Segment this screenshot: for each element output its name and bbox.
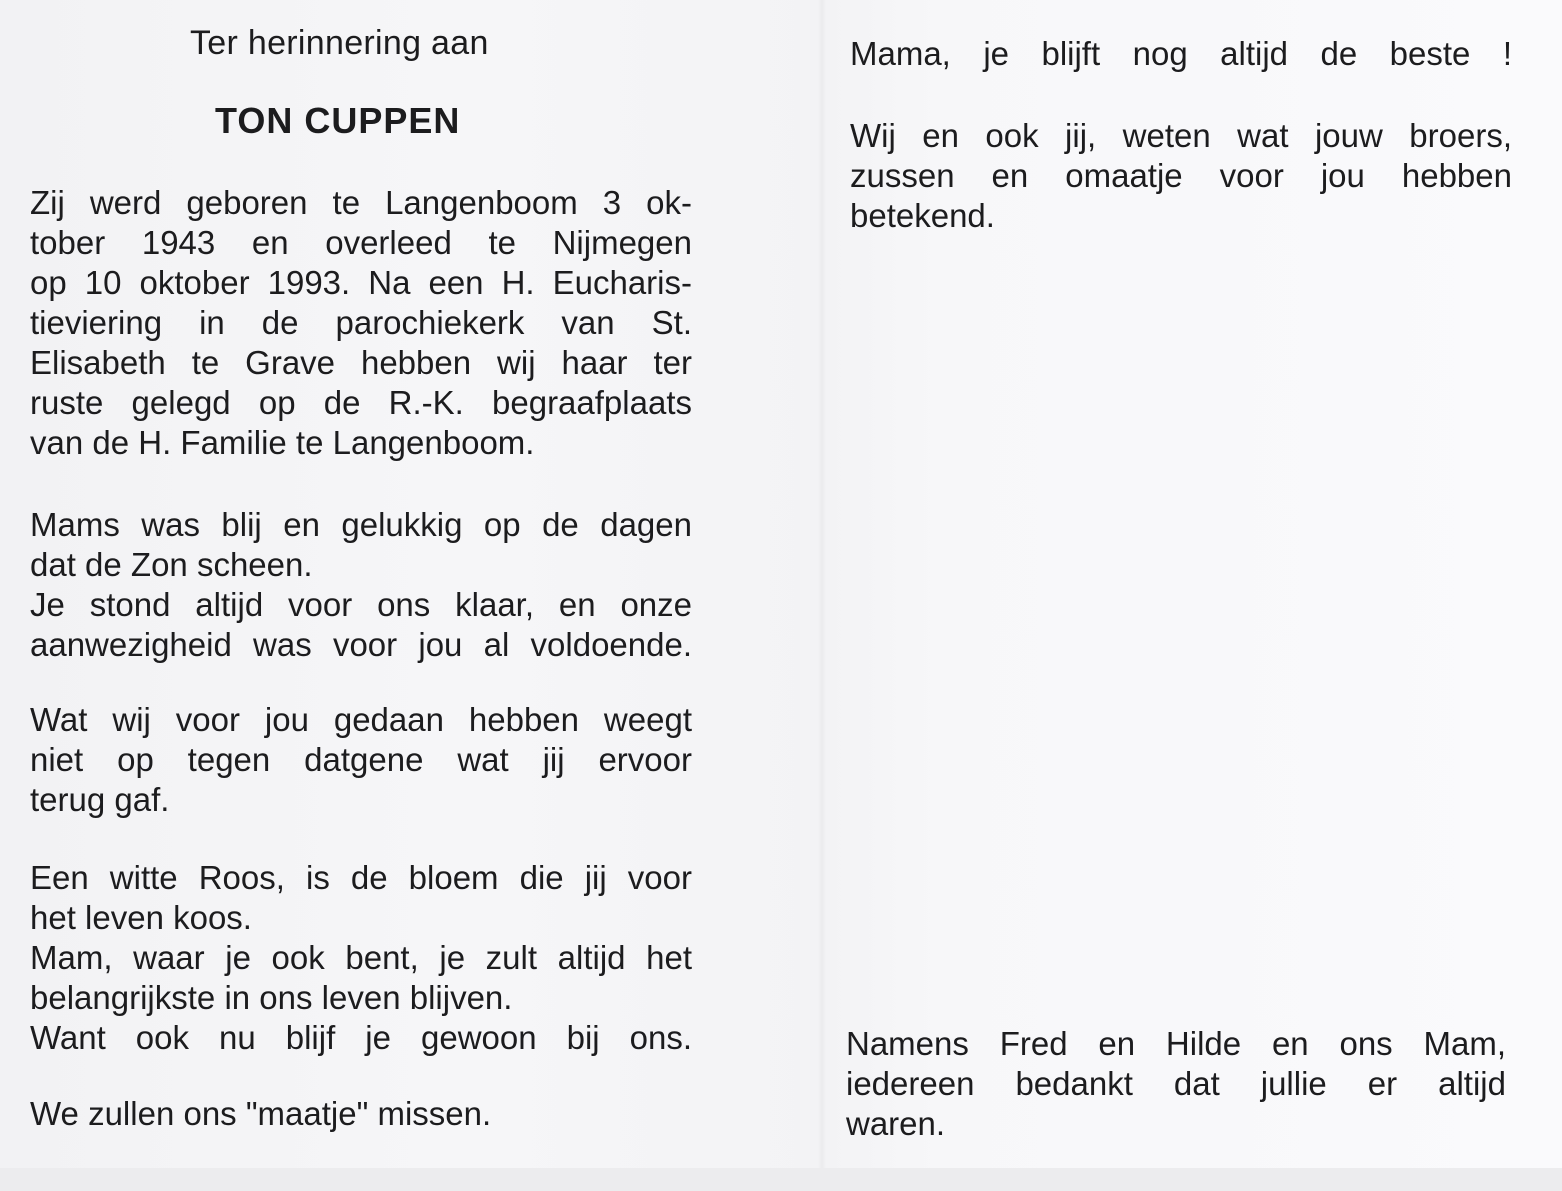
- roos-paragraph: [30, 858, 692, 1058]
- biography-paragraph: [30, 183, 692, 463]
- thanks-line: Namens Fred en Hilde en ons Mam,: [846, 1025, 1506, 1062]
- gedaan-paragraph: [30, 700, 692, 820]
- mams-line: aanwezigheid was voor jou al voldoende.: [30, 626, 692, 663]
- remembrance-header: Ter herinnering aan: [190, 24, 489, 62]
- roos-line: Want ook nu blijf je gewoon bij ons.: [30, 1019, 692, 1056]
- family-line: betekend.: [850, 197, 995, 234]
- mams-line: dat de Zon scheen.: [30, 546, 313, 583]
- family-line: zussen en omaatje voor jou hebben: [850, 157, 1512, 194]
- biography-line: tieviering in de parochiekerk van St.: [30, 304, 692, 341]
- gedaan-line: niet op tegen datgene wat jij ervoor: [30, 741, 692, 778]
- mams-paragraph: [30, 505, 692, 665]
- gedaan-line: Wat wij voor jou gedaan hebben weegt: [30, 701, 692, 738]
- family-paragraph: [850, 116, 1512, 236]
- biography-line: tober 1943 en overleed te Nijmegen: [30, 224, 692, 261]
- mams-line: Mams was blij en gelukkig op de dagen: [30, 506, 692, 543]
- right-panel: [826, 0, 1562, 1168]
- roos-line: het leven koos.: [30, 899, 252, 936]
- biography-line: Elisabeth te Grave hebben wij haar ter: [30, 344, 692, 381]
- biography-line: Zij werd geboren te Langenboom 3 ok-: [30, 184, 692, 221]
- deceased-name: TON CUPPEN: [215, 100, 461, 141]
- gedaan-line: terug gaf.: [30, 781, 170, 818]
- roos-line: Een witte Roos, is de bloem die jij voor: [30, 859, 692, 896]
- biography-line: van de H. Familie te Langenboom.: [30, 424, 535, 461]
- card-bottom-edge: [0, 1168, 1562, 1191]
- thanks-line: waren.: [846, 1105, 946, 1142]
- biography-line: ruste gelegd op de R.-K. begraafplaats: [30, 384, 692, 421]
- thanks-paragraph: [846, 1024, 1506, 1144]
- thanks-line: iedereen bedankt dat jullie er altijd: [846, 1065, 1506, 1102]
- mams-line: Je stond altijd voor ons klaar, en onze: [30, 586, 692, 623]
- roos-line: belangrijkste in ons leven blijven.: [30, 979, 513, 1016]
- opening-paragraph: [850, 34, 1512, 74]
- closing-line: We zullen ons "maatje" missen.: [30, 1095, 492, 1132]
- opening-line: Mama, je blijft nog altijd de beste !: [850, 35, 1512, 72]
- family-line: Wij en ook jij, weten wat jouw broers,: [850, 117, 1512, 154]
- card-fold: [818, 0, 826, 1191]
- biography-line: op 10 oktober 1993. Na een H. Eucharis-: [30, 264, 692, 301]
- roos-line: Mam, waar je ook bent, je zult altijd het: [30, 939, 692, 976]
- closing-paragraph: [30, 1094, 692, 1134]
